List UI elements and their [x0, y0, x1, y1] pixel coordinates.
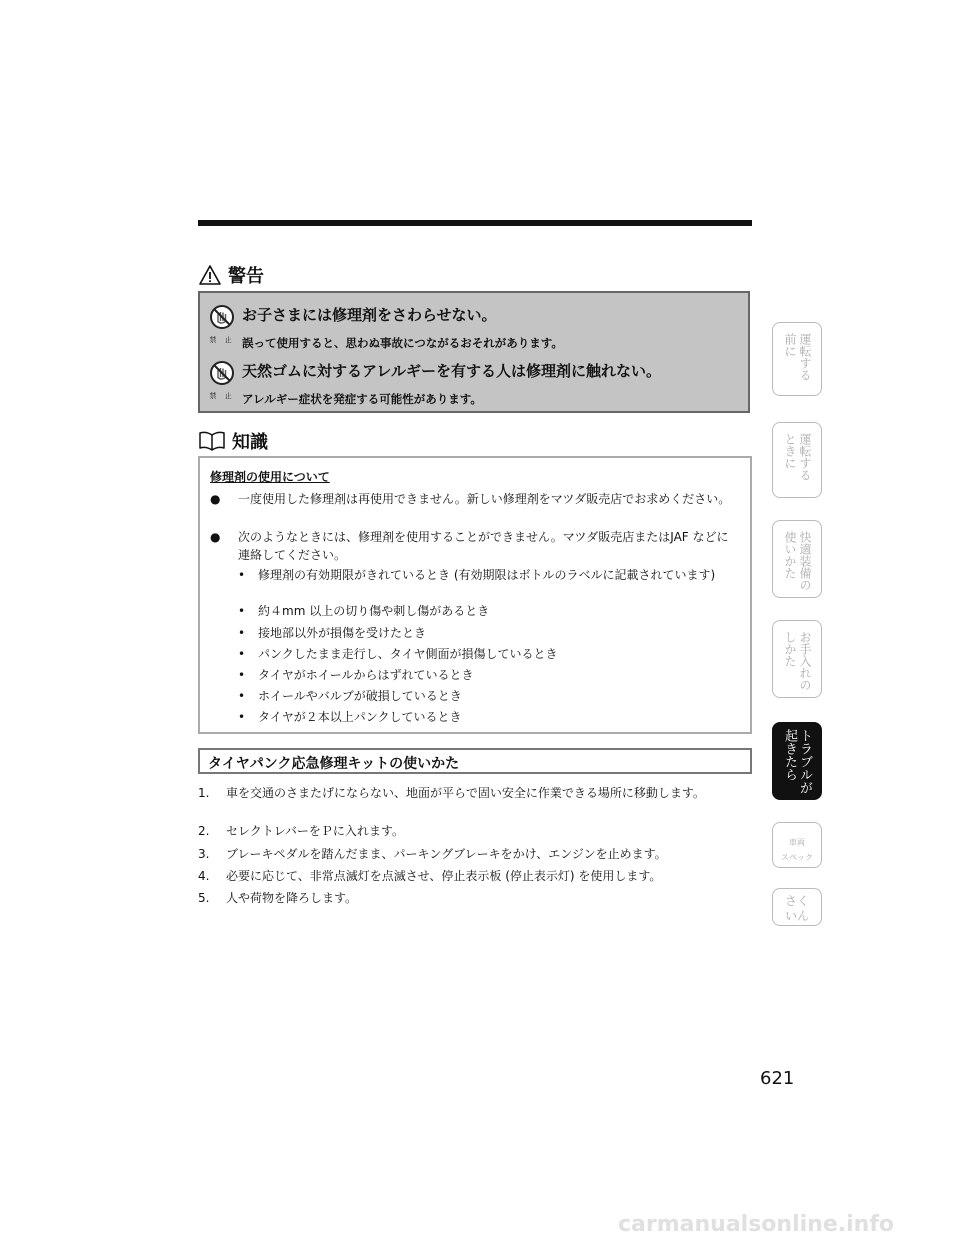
tab-maintenance[interactable]: [772, 620, 822, 698]
tab-label-line2: 前に: [783, 333, 797, 357]
warning-heading-text: 警告: [228, 266, 264, 287]
watermark: carmanualsonline.info: [618, 1212, 894, 1237]
sub-mark: •: [238, 689, 246, 703]
info-box: [198, 456, 752, 734]
step-number: 2.: [198, 824, 210, 838]
step-text: 必要に応じて、非常点滅灯を点滅させ、停止表示板 (停止表示灯) を使用します。: [226, 869, 662, 883]
tab-label-line2: いん: [784, 909, 809, 923]
step-number: 1.: [198, 786, 210, 800]
warning-title: お子さまには修理剤をさわらせない。: [242, 306, 497, 324]
info-subheading: 修理剤の使用について: [210, 470, 330, 484]
step-number: 3.: [198, 847, 210, 861]
sub-mark: •: [238, 568, 246, 582]
warning-title: 天然ゴムに対するアレルギーを有する人は修理剤に触れない。: [242, 362, 662, 380]
sub-mark: •: [238, 668, 246, 682]
tab-index[interactable]: [772, 888, 822, 926]
tab-label-line2: スペック: [781, 853, 813, 862]
tab-label-line1: 快適装備の: [798, 531, 812, 591]
tab-label-line2: ときに: [783, 433, 797, 469]
tab-label-line1: お手入れの: [798, 631, 812, 691]
page-number: 621: [760, 1068, 795, 1089]
tab-label-line2: しかた: [783, 631, 797, 667]
top-rule: [198, 220, 752, 226]
tab-label-line2: 起きたら: [782, 729, 797, 781]
tab-label-line1: さく: [784, 894, 809, 908]
tab-label-line2: 使いかた: [783, 531, 797, 579]
tab-label-line1: 運転する: [798, 333, 812, 381]
sub-text: パンクしたまま走行し、タイヤ側面が損傷しているとき: [258, 647, 558, 661]
sub-mark: •: [238, 604, 246, 618]
warning-text: アレルギー症状を発症する可能性があります。: [242, 392, 482, 406]
warning-heading: [198, 262, 264, 288]
warning-box: [198, 291, 750, 413]
prohibited-symbol: [208, 360, 236, 401]
warning-text: 誤って使用すると、思わぬ事故につながるおそれがあります。: [242, 336, 563, 350]
book-icon: [198, 430, 226, 452]
prohibited-label: 禁 止: [209, 336, 235, 344]
tab-comfort-equipment[interactable]: [772, 520, 822, 598]
step-text: ブレーキペダルを踏んだまま、パーキングブレーキをかけ、エンジンを止めます。: [226, 847, 667, 861]
prohibited-label: 禁 止: [209, 392, 235, 400]
bullet-text: 一度使用した修理剤は再使用できません。新しい修理剤をマツダ販売店でお求めください。: [238, 492, 731, 506]
tab-label-line1: 運転する: [798, 433, 812, 481]
info-heading: [198, 428, 268, 454]
sub-mark: •: [238, 710, 246, 724]
sub-mark: •: [238, 647, 246, 661]
tab-label-line1: 車両: [789, 838, 805, 847]
sub-text: 接地部以外が損傷を受けたとき: [258, 626, 427, 640]
tab-before-driving[interactable]: [772, 322, 822, 396]
sub-text: タイヤがホイールからはずれているとき: [258, 668, 474, 682]
no-touch-icon: [209, 360, 235, 386]
sub-text: 約４mm 以上の切り傷や刺し傷があるとき: [258, 604, 490, 618]
bullet-text: 次のようなときには、修理剤を使用することができません。マツダ販売店またはJAF などに連絡してください。: [238, 530, 729, 562]
bullet-mark: ●: [210, 530, 221, 544]
tab-specifications[interactable]: [772, 822, 822, 868]
step-number: 5.: [198, 891, 210, 905]
sub-text: 修理剤の有効期限がきれているとき (有効期限はボトルのラベルに記載されています): [258, 568, 716, 582]
prohibited-symbol: [208, 304, 236, 345]
tab-troubleshooting[interactable]: [772, 722, 822, 800]
step-text: 人や荷物を降ろします。: [226, 891, 358, 905]
no-touch-icon: [209, 304, 235, 330]
tab-while-driving[interactable]: [772, 422, 822, 498]
section-title: タイヤパンク応急修理キットの使いかた: [198, 748, 752, 774]
warning-triangle-icon: [198, 264, 222, 286]
tab-label-line1: トラブルが: [797, 729, 812, 794]
step-text: セレクトレバーをＰに入れます。: [226, 824, 404, 838]
bullet-mark: ●: [210, 492, 221, 506]
info-heading-text: 知識: [232, 432, 268, 453]
sub-text: ホイールやバルブが破損しているとき: [258, 689, 462, 703]
step-text: 車を交通のさまたげにならない、地面が平らで固い安全に作業できる場所に移動します。: [226, 786, 705, 800]
step-number: 4.: [198, 869, 210, 883]
sub-mark: •: [238, 626, 246, 640]
sub-text: タイヤが２本以上パンクしているとき: [258, 710, 462, 724]
